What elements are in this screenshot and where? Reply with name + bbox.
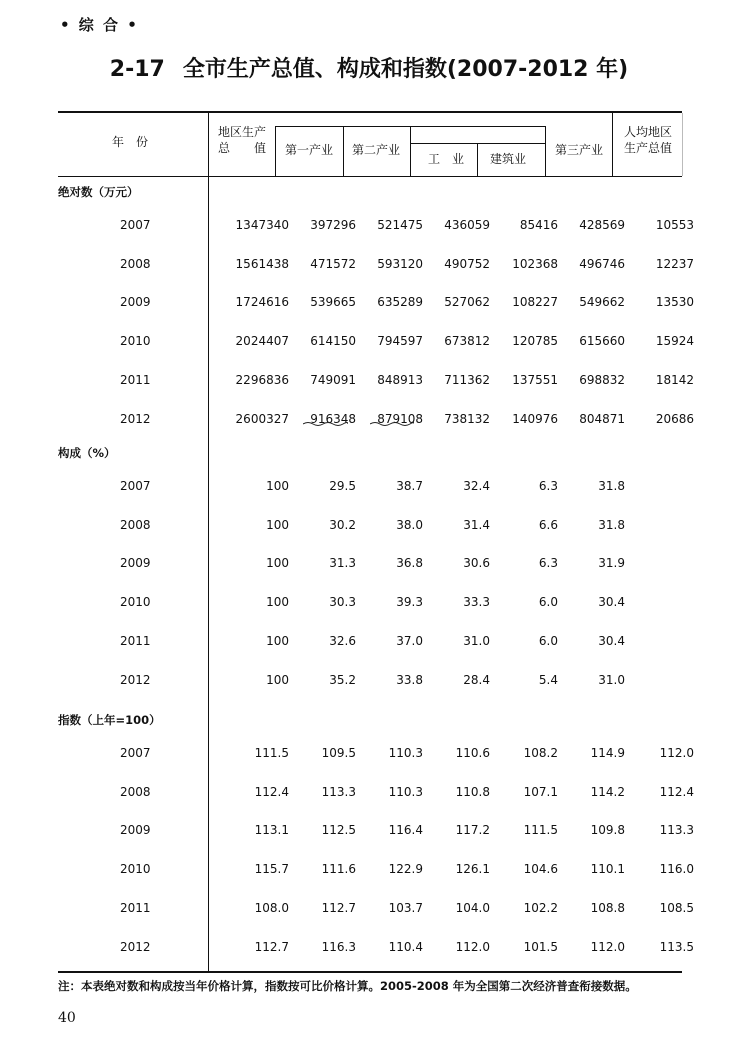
row-year: 2012 xyxy=(120,411,151,426)
table-cell: 116.0 xyxy=(659,862,694,877)
group-label: 构成（%） xyxy=(58,446,116,460)
table-cell: 112.0 xyxy=(455,939,490,954)
col-divider-industry xyxy=(477,143,478,176)
table-cell: 31.8 xyxy=(598,479,625,493)
row-year: 2010 xyxy=(120,595,151,610)
col-divider-tertiary xyxy=(612,113,613,176)
table-cell: 804871 xyxy=(579,411,625,426)
table-cell: 15924 xyxy=(655,334,694,349)
table-cell: 33.8 xyxy=(396,672,423,687)
table-cell: 114.9 xyxy=(590,746,625,760)
section-label: • 综 合 • xyxy=(60,16,139,34)
table-cell: 593120 xyxy=(377,256,423,271)
col-divider-right xyxy=(682,113,683,176)
table-cell: 698832 xyxy=(579,372,625,387)
table-cell: 39.3 xyxy=(396,595,423,610)
table-cell: 635289 xyxy=(377,295,423,310)
table-cell: 31.4 xyxy=(463,517,490,532)
table-cell: 100 xyxy=(266,672,289,687)
table-cell: 29.5 xyxy=(329,479,356,493)
table-cell: 110.1 xyxy=(590,862,625,877)
row-year: 2012 xyxy=(120,939,151,954)
header-year: 年 份 xyxy=(112,135,149,149)
col-divider-primary xyxy=(343,126,344,176)
table-cell: 31.0 xyxy=(463,633,490,648)
row-year: 2007 xyxy=(120,479,151,493)
header-sub-rule xyxy=(410,143,545,144)
table-cell: 120785 xyxy=(512,334,558,349)
table-cell: 100 xyxy=(266,556,289,571)
col-divider-gdp xyxy=(275,126,276,176)
table-cell: 33.3 xyxy=(463,595,490,610)
row-year: 2010 xyxy=(120,862,151,877)
table-cell: 13530 xyxy=(655,295,694,310)
row-year: 2011 xyxy=(120,372,151,387)
table-cell: 18142 xyxy=(655,372,694,387)
table-cell: 115.7 xyxy=(254,862,289,877)
table-cell: 673812 xyxy=(444,334,490,349)
table-cell: 102368 xyxy=(512,256,558,271)
table-cell: 614150 xyxy=(310,334,356,349)
table-cell: 122.9 xyxy=(388,862,423,877)
table-cell: 112.0 xyxy=(659,746,694,760)
header-industry: 工 业 xyxy=(428,152,465,166)
table-cell: 108227 xyxy=(512,295,558,310)
handwritten-underline xyxy=(303,421,348,427)
table-cell: 117.2 xyxy=(455,823,490,838)
table-cell: 711362 xyxy=(444,372,490,387)
table-cell: 111.5 xyxy=(254,746,289,760)
row-year: 2010 xyxy=(120,334,151,349)
table-cell: 38.7 xyxy=(396,479,423,493)
table-cell: 31.8 xyxy=(598,517,625,532)
table-cell: 108.5 xyxy=(659,900,694,915)
table-cell: 794597 xyxy=(377,334,423,349)
table-cell: 37.0 xyxy=(396,633,423,648)
table-cell: 104.6 xyxy=(523,862,558,877)
table-cell: 109.8 xyxy=(590,823,625,838)
table-number: 2-17 xyxy=(109,57,165,82)
table-cell: 30.2 xyxy=(329,517,356,532)
table-cell: 30.6 xyxy=(463,556,490,571)
table-cell: 397296 xyxy=(310,218,356,232)
table-cell: 114.2 xyxy=(590,784,625,799)
table-cell: 2296836 xyxy=(235,372,289,387)
table-cell: 916348 xyxy=(310,411,356,426)
table-cell: 436059 xyxy=(444,218,490,232)
row-year: 2007 xyxy=(120,746,151,760)
table-bottom-rule xyxy=(58,971,682,973)
table-cell: 116.3 xyxy=(321,939,356,954)
header-percap-line1: 人均地区 xyxy=(624,125,673,139)
table-cell: 110.3 xyxy=(388,784,423,799)
table-cell: 879108 xyxy=(377,411,423,426)
table-cell: 1724616 xyxy=(235,295,289,310)
header-gdp-line2: 总 值 xyxy=(218,141,267,155)
table-cell: 104.0 xyxy=(455,900,490,915)
table-cell: 101.5 xyxy=(523,939,558,954)
table-cell: 126.1 xyxy=(455,862,490,877)
table-cell: 140976 xyxy=(512,411,558,426)
header-tertiary: 第三产业 xyxy=(555,143,604,157)
table-cell: 100 xyxy=(266,517,289,532)
table-cell: 6.3 xyxy=(538,556,558,571)
header-construction: 建筑业 xyxy=(490,152,527,166)
table-cell: 100 xyxy=(266,633,289,648)
handwritten-underline xyxy=(370,421,414,427)
table-cell: 6.6 xyxy=(538,517,558,532)
table-cell: 110.8 xyxy=(455,784,490,799)
table-cell: 110.6 xyxy=(455,746,490,760)
row-year: 2009 xyxy=(120,556,151,571)
page-number: 40 xyxy=(58,1010,76,1026)
table-cell: 6.3 xyxy=(538,479,558,493)
table-cell: 6.0 xyxy=(538,633,558,648)
table-cell: 2024407 xyxy=(235,334,289,349)
table-cell: 100 xyxy=(266,479,289,493)
table-cell: 30.4 xyxy=(598,595,625,610)
table-cell: 108.8 xyxy=(590,900,625,915)
table-cell: 113.1 xyxy=(254,823,289,838)
table-cell: 36.8 xyxy=(396,556,423,571)
header-mid-rule xyxy=(275,126,545,127)
table-cell: 137551 xyxy=(512,372,558,387)
header-primary: 第一产业 xyxy=(285,143,334,157)
table-cell: 549662 xyxy=(579,295,625,310)
header-bottom-rule xyxy=(58,176,682,177)
table-cell: 848913 xyxy=(377,372,423,387)
table-cell: 2600327 xyxy=(235,411,289,426)
table-cell: 108.0 xyxy=(254,900,289,915)
table-cell: 10553 xyxy=(655,218,694,232)
table-cell: 113.3 xyxy=(321,784,356,799)
table-cell: 107.1 xyxy=(523,784,558,799)
table-cell: 31.3 xyxy=(329,556,356,571)
row-year: 2008 xyxy=(120,256,151,271)
header-gdp-line1: 地区生产 xyxy=(218,125,267,139)
table-cell: 116.4 xyxy=(388,823,423,838)
table-cell: 32.4 xyxy=(463,479,490,493)
table-cell: 112.4 xyxy=(254,784,289,799)
table-cell: 110.3 xyxy=(388,746,423,760)
row-year: 2009 xyxy=(120,295,151,310)
table-title-text: 全市生产总值、构成和指数(2007-2012 年) xyxy=(182,57,629,82)
table-cell: 428569 xyxy=(579,218,625,232)
row-year: 2012 xyxy=(120,672,151,687)
table-cell: 12237 xyxy=(655,256,694,271)
table-cell: 103.7 xyxy=(388,900,423,915)
table-cell: 31.9 xyxy=(598,556,625,571)
table-cell: 112.7 xyxy=(254,939,289,954)
row-year: 2007 xyxy=(120,218,151,232)
table-cell: 738132 xyxy=(444,411,490,426)
table-cell: 38.0 xyxy=(396,517,423,532)
table-cell: 30.4 xyxy=(598,633,625,648)
table-cell: 20686 xyxy=(655,411,694,426)
table-cell: 1561438 xyxy=(235,256,289,271)
table-cell: 100 xyxy=(266,595,289,610)
table-cell: 521475 xyxy=(377,218,423,232)
table-cell: 28.4 xyxy=(463,672,490,687)
table-cell: 112.5 xyxy=(321,823,356,838)
table-cell: 102.2 xyxy=(523,900,558,915)
col-divider-year xyxy=(208,113,209,971)
table-cell: 30.3 xyxy=(329,595,356,610)
col-divider-construction xyxy=(545,126,546,176)
row-year: 2011 xyxy=(120,900,151,915)
table-cell: 111.5 xyxy=(523,823,558,838)
row-year: 2011 xyxy=(120,633,151,648)
page-title xyxy=(0,52,738,83)
table-cell: 5.4 xyxy=(538,672,558,687)
table-cell: 6.0 xyxy=(538,595,558,610)
row-year: 2008 xyxy=(120,517,151,532)
table-cell: 113.3 xyxy=(659,823,694,838)
table-footnote: 注：本表绝对数和构成按当年价格计算，指数按可比价格计算。2005-2008 年为全国第二次经济普查衔接数据。 xyxy=(58,979,637,993)
table-cell: 112.7 xyxy=(321,900,356,915)
table-top-rule xyxy=(58,111,682,113)
table-cell: 111.6 xyxy=(321,862,356,877)
table-cell: 539665 xyxy=(310,295,356,310)
group-label: 指数（上年=100） xyxy=(58,713,161,727)
table-cell: 31.0 xyxy=(598,672,625,687)
table-cell: 85416 xyxy=(519,218,558,232)
group-label: 绝对数（万元） xyxy=(58,185,139,199)
table-cell: 490752 xyxy=(444,256,490,271)
table-cell: 108.2 xyxy=(523,746,558,760)
table-cell: 749091 xyxy=(310,372,356,387)
table-cell: 1347340 xyxy=(235,218,289,232)
table-cell: 496746 xyxy=(579,256,625,271)
table-cell: 110.4 xyxy=(388,939,423,954)
row-year: 2008 xyxy=(120,784,151,799)
table-cell: 471572 xyxy=(310,256,356,271)
table-cell: 32.6 xyxy=(329,633,356,648)
table-cell: 35.2 xyxy=(329,672,356,687)
table-cell: 527062 xyxy=(444,295,490,310)
col-divider-secondary xyxy=(410,126,411,176)
header-percap-line2: 生产总值 xyxy=(624,141,673,155)
table-cell: 112.0 xyxy=(590,939,625,954)
table-cell: 112.4 xyxy=(659,784,694,799)
table-cell: 113.5 xyxy=(659,939,694,954)
row-year: 2009 xyxy=(120,823,151,838)
header-secondary: 第二产业 xyxy=(352,143,401,157)
table-cell: 109.5 xyxy=(321,746,356,760)
table-cell: 615660 xyxy=(579,334,625,349)
